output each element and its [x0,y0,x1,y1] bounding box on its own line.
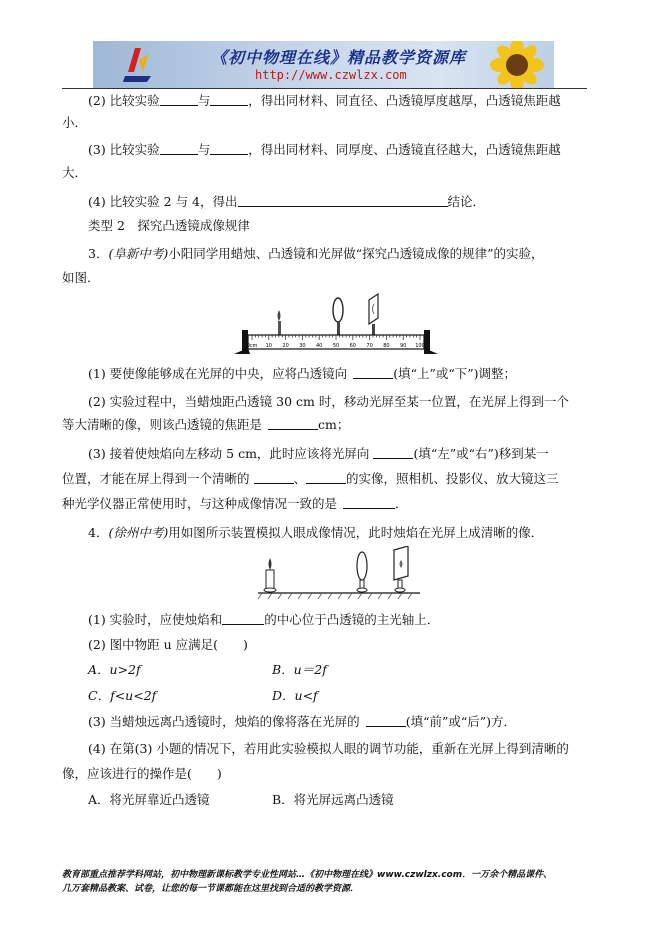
answer-blank[interactable] [306,471,346,484]
candle-icon [264,558,276,592]
q4-option-a[interactable]: A．u>2f [88,662,141,677]
q3-stem-text: 小阳同学用蜡烛、凸透镜和光屏做“探究凸透镜成像的规律”的实验， [168,246,544,261]
q2-part3-mid: 与 [197,142,211,157]
answer-blank[interactable] [222,612,264,625]
ruler-label: 10 [265,343,272,349]
site-logo-icon [121,46,157,84]
ruler-label: 40 [316,343,323,349]
q4-part3-prefix: (3) 当蜡烛远离凸透镜时，烛焰的像将落在光屏的 [88,714,360,729]
q3-part1-prefix: (1) 要使像能够成在光屏的中央，应将凸透镜向 [88,366,348,381]
q2-part3-prefix: (3) 比较实验 [88,142,160,157]
q4-option-b[interactable]: B．u＝2f [272,662,327,677]
q3-part3-sep: 、 [293,471,307,486]
ruler-label: 70 [366,343,373,349]
q3-part3-prefix: (3) 接着使烛焰向左移动 5 cm，此时应该将光屏向 [88,446,370,461]
ruler-label: 100 [415,343,425,349]
sunflower-icon [482,41,552,88]
q3-part3-line2 [62,471,559,487]
section-title: 类型 2 探究凸透镜成像规律 [88,218,250,233]
q4-option-d[interactable]: D．u<f [272,688,318,703]
q3-part1-suffix: (填“上”或“下”)调整； [393,366,517,381]
q3-part3-suffix: (填“左”或“右”)移到某一 [413,446,549,461]
answer-blank[interactable] [210,142,248,155]
q4-part4-line1: (4) 在第(3) 小题的情况下，若用此实验模拟人眼的调节功能，重新在光屏上得到清晰的 [88,741,569,756]
q4-part2: (2) 图中物距 u 应满足( ) [88,637,248,652]
q3-part3-line2-prefix: 位置，才能在屏上得到一个清晰的 [62,471,250,486]
q2-part3-cont: 大． [62,165,88,180]
q3-part3-line3-suffix: ． [395,496,408,511]
answer-blank[interactable] [366,714,406,727]
q4-part1 [88,612,439,628]
q3-part3-line1 [88,446,549,462]
answer-blank[interactable] [268,417,318,430]
answer-blank[interactable] [343,496,395,509]
q3-source: (阜新中考) [108,246,169,261]
ruler-label: 60 [349,343,356,349]
convex-lens-icon [333,298,343,335]
q4-part1-suffix: 的中心位于凸透镜的主光轴上． [264,612,440,627]
q4-stem-text: 用如图所示装置模拟人眼成像情况，此时烛焰在光屏上成清晰的像． [168,525,544,540]
q3-part3-line3 [62,496,408,512]
candle-icon [278,310,282,335]
ruler-label: 50 [332,343,340,349]
bench-hatching [258,593,412,599]
q3-part2-suffix: cm； [318,417,350,432]
q4-option-c[interactable]: C．f<u<2f [88,688,157,703]
answer-blank[interactable] [210,93,248,106]
optical-bench-figure [234,288,439,358]
ruler-label: 90 [400,343,407,349]
footer-line1: 教育部重点推荐学科网站，初中物理新课标教学专业性网站…《初中物理在线》www.czwlzx.com．一万余个精品课件、 [62,870,553,880]
q2-part4-suffix: 结论． [447,194,486,209]
q3-number: 3． [88,246,109,261]
light-screen-icon [369,294,378,335]
convex-lens-icon [357,552,367,592]
answer-blank[interactable] [160,142,198,155]
q3-part2-line2 [62,417,349,433]
ruler-label: 80 [383,343,390,349]
q3-part2-prefix: 等大清晰的像，则该凸透镜的焦距是 [62,417,263,432]
q4-part4-line2: 像，应该进行的操作是( ) [62,766,222,781]
q4-number: 4． [88,525,109,540]
ruler-label: 20 [282,343,289,349]
q4-stem [88,525,543,541]
header-banner [93,41,554,88]
answer-blank[interactable] [353,366,393,379]
q4-source: (徐州中考) [108,525,169,540]
answer-blank[interactable] [160,93,198,106]
q3-part3-line2-suffix: 的实像，照相机、投影仪、放大镜这三 [346,471,559,486]
light-screen-icon [394,546,408,592]
q4-part1-prefix: (1) 实验时，应使烛焰和 [88,612,223,627]
answer-blank[interactable] [254,471,294,484]
ruler-label: 30 [299,343,306,349]
answer-blank[interactable] [373,446,413,459]
q2-part4-line [88,194,485,210]
ruler-label: 0cm [246,343,258,349]
eye-model-figure [258,546,420,602]
q3-part3-line3-prefix: 种光学仪器正常使用时，与这种成像情况一致的是 [62,496,338,511]
q2-part3-suffix: ，得出同材料、同厚度、凸透镜直径越大，凸透镜焦距越 [248,142,561,157]
q2-part2-line1 [88,93,561,109]
banner-url: http://www.czwlzx.com [255,68,407,82]
q4-part3-suffix: (填“前”或“后”)方． [405,714,517,729]
q2-part2-cont: 小． [62,115,88,130]
q4-part4-option-a[interactable]: A．将光屏靠近凸透镜 [88,792,210,807]
header-rule [62,88,587,89]
answer-blank[interactable] [238,194,448,207]
q3-part2-line1: (2) 实验过程中，当蜡烛距凸透镜 30 cm 时，移动光屏至某一位置，在光屏上得到一个 [88,394,569,409]
q2-part2-prefix: (2) 比较实验 [88,93,160,108]
q4-part3 [88,714,516,730]
q3-stem-cont: 如图． [62,270,100,285]
footer-line2: 几万套精品教案、试卷，让您的每一节课都能在这里找到合适的教学资源． [62,884,360,894]
q2-part4-prefix: (4) 比较实验 2 与 4，得出 [88,194,238,209]
q2-part2-suffix: ，得出同材料、同直径、凸透镜厚度越厚，凸透镜焦距越 [248,93,561,108]
q3-part1 [88,366,516,382]
banner-title: 《初中物理在线》精品教学资源库 [211,48,467,67]
q3-stem [88,246,544,262]
q2-part3-line1 [88,142,561,158]
q2-part2-mid: 与 [197,93,211,108]
q4-part4-option-b[interactable]: B．将光屏远离凸透镜 [272,792,394,807]
